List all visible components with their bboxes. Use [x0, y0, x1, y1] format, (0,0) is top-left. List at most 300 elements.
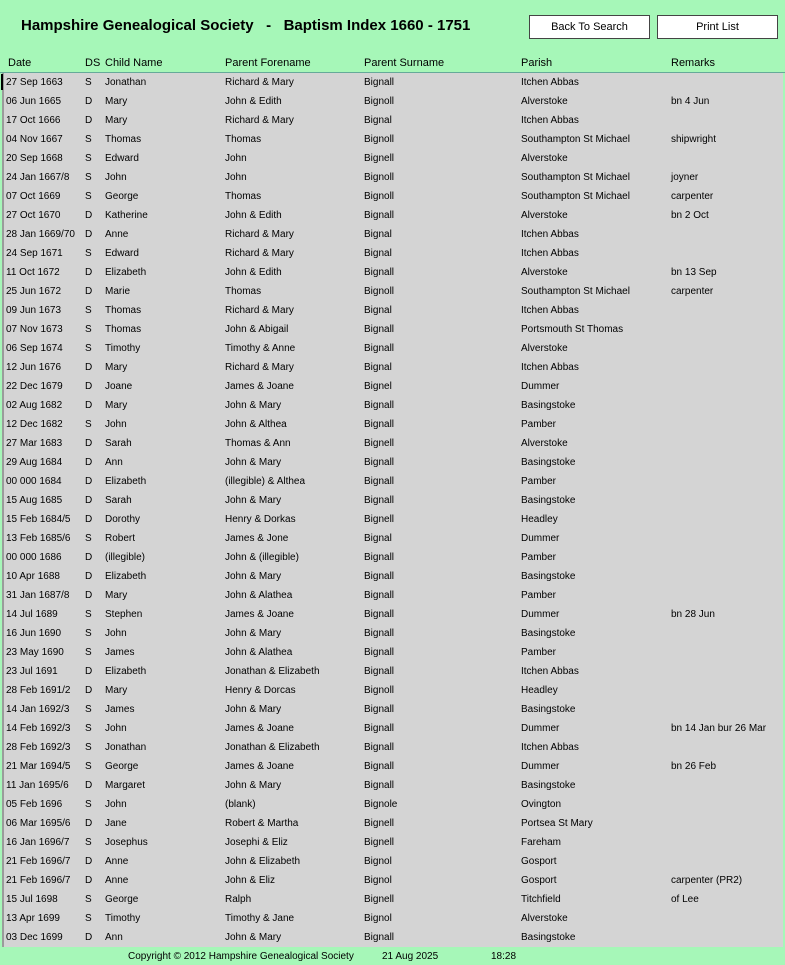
table-row[interactable]	[2, 567, 783, 586]
row-parent-forename: Ralph	[225, 894, 252, 905]
row-parent-forename: Henry & Dorkas	[225, 514, 296, 525]
row-ds: D	[85, 96, 93, 107]
row-parent-forename: Thomas	[225, 191, 262, 202]
row-date: 23 May 1690	[6, 647, 64, 658]
table-row[interactable]	[2, 928, 783, 947]
row-parent-surname: Bignoll	[364, 134, 395, 145]
row-ds: S	[85, 647, 92, 658]
row-ds: S	[85, 799, 92, 810]
row-ds: S	[85, 77, 92, 88]
row-parent-surname: Bignoll	[364, 685, 395, 696]
table-row[interactable]	[2, 776, 783, 795]
row-parent-surname: Bignall	[364, 571, 395, 582]
row-parish: Southampton St Michael	[521, 286, 630, 297]
row-parent-surname: Bignell	[364, 514, 395, 525]
row-parish: Pamber	[521, 590, 557, 601]
row-child-name: Sarah	[105, 495, 132, 506]
row-child-name: Anne	[105, 229, 129, 240]
row-parent-forename: John & Mary	[225, 628, 282, 639]
row-date: 21 Mar 1694/5	[6, 761, 71, 772]
row-ds: D	[85, 267, 93, 278]
row-parent-surname: Bignal	[364, 248, 392, 259]
row-date: 13 Apr 1699	[6, 913, 60, 924]
row-parent-forename: Thomas & Ann	[225, 438, 291, 449]
row-ds: S	[85, 134, 92, 145]
row-date: 27 Oct 1670	[6, 210, 61, 221]
row-parent-surname: Bignol	[364, 856, 392, 867]
row-child-name: Edward	[105, 153, 139, 164]
row-date: 17 Oct 1666	[6, 115, 61, 126]
row-child-name: Thomas	[105, 324, 142, 335]
row-date: 00 000 1684	[6, 476, 62, 487]
table-row[interactable]	[2, 358, 783, 377]
row-date: 16 Jun 1690	[6, 628, 62, 639]
row-remarks: of Lee	[671, 894, 699, 905]
table-row[interactable]	[2, 681, 783, 700]
table-row[interactable]	[2, 852, 783, 871]
row-date: 28 Jan 1669/70	[6, 229, 75, 240]
row-parish: Alverstoke	[521, 210, 568, 221]
table-row[interactable]	[2, 624, 783, 643]
row-parent-forename: Richard & Mary	[225, 305, 294, 316]
row-child-name: Dorothy	[105, 514, 141, 525]
row-child-name: Elizabeth	[105, 267, 147, 278]
table-row[interactable]	[2, 396, 783, 415]
row-date: 27 Mar 1683	[6, 438, 63, 449]
row-date: 04 Nov 1667	[6, 134, 63, 145]
row-parent-forename: James & Joane	[225, 381, 294, 392]
table-row[interactable]	[2, 491, 783, 510]
row-ds: D	[85, 210, 93, 221]
row-child-name: Margaret	[105, 780, 146, 791]
row-parent-forename: (illegible) & Althea	[225, 476, 306, 487]
row-date: 15 Aug 1685	[6, 495, 63, 506]
row-date: 06 Jun 1665	[6, 96, 62, 107]
row-ds: S	[85, 153, 92, 164]
row-child-name: George	[105, 761, 139, 772]
table-row[interactable]	[2, 339, 783, 358]
row-parent-forename: John & Alathea	[225, 647, 293, 658]
row-parent-surname: Bignall	[364, 77, 395, 88]
row-parent-surname: Bignol	[364, 913, 392, 924]
row-parish: Alverstoke	[521, 343, 568, 354]
row-parish: Portsea St Mary	[521, 818, 593, 829]
row-parish: Basingstoke	[521, 457, 576, 468]
table-row[interactable]	[2, 377, 783, 396]
row-parent-forename: Timothy & Jane	[225, 913, 295, 924]
row-ds: D	[85, 932, 93, 943]
print-list-button[interactable]: Print List	[657, 15, 778, 39]
row-ds: D	[85, 552, 93, 563]
row-parent-forename: John & Mary	[225, 932, 282, 943]
row-ds: S	[85, 742, 92, 753]
column-header-child-name: Child Name	[105, 57, 163, 69]
row-date: 07 Oct 1669	[6, 191, 61, 202]
row-parish: Dummer	[521, 533, 560, 544]
row-child-name: Elizabeth	[105, 571, 147, 582]
row-parent-surname: Bignall	[364, 324, 395, 335]
row-parent-forename: Richard & Mary	[225, 77, 294, 88]
table-row[interactable]	[2, 472, 783, 491]
row-parent-forename: John & Mary	[225, 571, 282, 582]
table-row[interactable]	[2, 73, 783, 92]
row-parent-forename: John & Mary	[225, 457, 282, 468]
table-row[interactable]	[2, 206, 783, 225]
row-date: 21 Feb 1696/7	[6, 856, 71, 867]
row-parent-forename: Thomas	[225, 286, 262, 297]
row-parent-surname: Bignall	[364, 343, 395, 354]
row-parent-forename: Robert & Martha	[225, 818, 299, 829]
table-row[interactable]	[2, 225, 783, 244]
row-child-name: John	[105, 419, 127, 430]
row-parent-surname: Bignal	[364, 305, 392, 316]
row-child-name: Elizabeth	[105, 476, 147, 487]
row-ds: D	[85, 229, 93, 240]
row-parent-surname: Bignall	[364, 932, 395, 943]
table-row[interactable]	[2, 662, 783, 681]
row-ds: S	[85, 248, 92, 259]
table-row[interactable]	[2, 263, 783, 282]
row-parish: Headley	[521, 685, 558, 696]
row-parent-forename: John	[225, 172, 247, 183]
table-row[interactable]	[2, 643, 783, 662]
row-parent-forename: John & (illegible)	[225, 552, 299, 563]
row-ds: D	[85, 590, 93, 601]
column-header-remarks: Remarks	[671, 57, 716, 69]
row-parent-surname: Bignall	[364, 495, 395, 506]
row-ds: D	[85, 362, 93, 373]
row-parent-forename: John & Edith	[225, 267, 282, 278]
row-parent-forename: Timothy & Anne	[225, 343, 296, 354]
table-row[interactable]	[2, 510, 783, 529]
row-date: 10 Apr 1688	[6, 571, 60, 582]
table-row[interactable]	[2, 757, 783, 776]
row-parish: Pamber	[521, 419, 557, 430]
row-date: 07 Nov 1673	[6, 324, 63, 335]
row-parish: Basingstoke	[521, 400, 576, 411]
row-parent-surname: Bignall	[364, 647, 395, 658]
row-child-name: Mary	[105, 400, 128, 411]
text-cursor	[1, 74, 3, 90]
table-row[interactable]	[2, 738, 783, 757]
row-child-name: Thomas	[105, 305, 142, 316]
row-parish: Alverstoke	[521, 267, 568, 278]
row-parish: Itchen Abbas	[521, 248, 579, 259]
row-child-name: Jonathan	[105, 77, 147, 88]
row-ds: S	[85, 172, 92, 183]
row-parent-surname: Bignall	[364, 780, 395, 791]
row-date: 03 Dec 1699	[6, 932, 63, 943]
row-child-name: Mary	[105, 590, 128, 601]
row-parish: Southampton St Michael	[521, 191, 630, 202]
row-child-name: Ann	[105, 457, 123, 468]
row-parent-forename: Jonathan & Elizabeth	[225, 666, 320, 677]
table-row[interactable]	[2, 244, 783, 263]
back-to-search-button[interactable]: Back To Search	[529, 15, 650, 39]
row-ds: S	[85, 419, 92, 430]
row-child-name: Katherine	[105, 210, 148, 221]
row-child-name: George	[105, 191, 139, 202]
table-row[interactable]	[2, 814, 783, 833]
row-parent-forename: Richard & Mary	[225, 229, 294, 240]
row-parish: Titchfield	[521, 894, 561, 905]
row-child-name: Elizabeth	[105, 666, 147, 677]
row-child-name: John	[105, 172, 127, 183]
row-child-name: John	[105, 628, 127, 639]
row-child-name: Mary	[105, 96, 128, 107]
row-remarks: carpenter	[671, 286, 714, 297]
row-date: 29 Aug 1684	[6, 457, 63, 468]
row-parish: Gosport	[521, 856, 557, 867]
row-parish: Basingstoke	[521, 704, 576, 715]
row-parent-surname: Bignall	[364, 400, 395, 411]
row-ds: D	[85, 400, 93, 411]
row-date: 14 Jul 1689	[6, 609, 58, 620]
row-parent-forename: James & Joane	[225, 609, 294, 620]
row-date: 12 Jun 1676	[6, 362, 62, 373]
table-row[interactable]	[2, 187, 783, 206]
row-child-name: Anne	[105, 875, 129, 886]
header	[0, 0, 785, 52]
row-parent-forename: Jonathan & Elizabeth	[225, 742, 320, 753]
row-remarks: bn 13 Sep	[671, 267, 717, 278]
row-remarks: bn 26 Feb	[671, 761, 717, 772]
row-parent-forename: Josephi & Eliz	[225, 837, 288, 848]
row-ds: D	[85, 457, 93, 468]
row-parish: Fareham	[521, 837, 562, 848]
table-row[interactable]	[2, 719, 783, 738]
row-ds: S	[85, 305, 92, 316]
row-ds: S	[85, 609, 92, 620]
table-row[interactable]	[2, 605, 783, 624]
row-child-name: Mary	[105, 115, 128, 126]
row-date: 21 Feb 1696/7	[6, 875, 71, 886]
table-row[interactable]	[2, 92, 783, 111]
row-child-name: Timothy	[105, 913, 141, 924]
table-row[interactable]	[2, 833, 783, 852]
row-parent-forename: John & Eliz	[225, 875, 276, 886]
table-row[interactable]	[2, 529, 783, 548]
row-parent-surname: Bignoll	[364, 286, 395, 297]
row-date: 13 Feb 1685/6	[6, 533, 71, 544]
row-parish: Basingstoke	[521, 628, 576, 639]
row-date: 28 Feb 1691/2	[6, 685, 71, 696]
row-date: 27 Sep 1663	[6, 77, 63, 88]
row-parent-forename: John & Althea	[225, 419, 287, 430]
row-remarks: carpenter (PR2)	[671, 875, 743, 886]
row-child-name: James	[105, 704, 135, 715]
row-child-name: John	[105, 723, 127, 734]
row-date: 25 Jun 1672	[6, 286, 62, 297]
row-parent-surname: Bignal	[364, 533, 392, 544]
row-parent-forename: John & Abigail	[225, 324, 289, 335]
row-date: 23 Jul 1691	[6, 666, 58, 677]
row-parent-forename: John & Mary	[225, 495, 282, 506]
row-parish: Basingstoke	[521, 932, 576, 943]
row-ds: S	[85, 761, 92, 772]
row-parish: Alverstoke	[521, 913, 568, 924]
row-child-name: Edward	[105, 248, 139, 259]
row-ds: D	[85, 115, 93, 126]
row-parish: Pamber	[521, 552, 557, 563]
row-parent-surname: Bignall	[364, 742, 395, 753]
table-row[interactable]	[2, 453, 783, 472]
table-row[interactable]	[2, 282, 783, 301]
row-child-name: George	[105, 894, 139, 905]
row-date: 02 Aug 1682	[6, 400, 63, 411]
row-parish: Dummer	[521, 761, 560, 772]
row-parent-forename: John & Mary	[225, 704, 282, 715]
row-remarks: bn 14 Jan bur 26 Mar	[671, 723, 767, 734]
row-parent-forename: James & Joane	[225, 723, 294, 734]
row-parent-surname: Bignall	[364, 419, 395, 430]
row-date: 22 Dec 1679	[6, 381, 63, 392]
row-parent-forename: John & Edith	[225, 210, 282, 221]
row-parent-forename: Richard & Mary	[225, 248, 294, 259]
row-ds: S	[85, 533, 92, 544]
row-date: 00 000 1686	[6, 552, 62, 563]
row-date: 12 Dec 1682	[6, 419, 63, 430]
row-parish: Itchen Abbas	[521, 229, 579, 240]
row-parent-forename: Richard & Mary	[225, 115, 294, 126]
row-parent-forename: John & Mary	[225, 780, 282, 791]
row-child-name: John	[105, 799, 127, 810]
column-header-date: Date	[8, 57, 32, 69]
table-row[interactable]	[2, 415, 783, 434]
row-date: 14 Jan 1692/3	[6, 704, 70, 715]
row-parish: Dummer	[521, 723, 560, 734]
row-parent-surname: Bignol	[364, 875, 392, 886]
row-parent-forename: John & Mary	[225, 400, 282, 411]
table-row[interactable]	[2, 320, 783, 339]
row-parent-surname: Bignell	[364, 153, 395, 164]
column-header-parish: Parish	[521, 57, 553, 69]
row-remarks: shipwright	[671, 134, 717, 145]
copyright-text: Copyright © 2012 Hampshire Genealogical Society	[128, 951, 354, 962]
row-ds: D	[85, 780, 93, 791]
row-parent-forename: James & Jone	[225, 533, 289, 544]
row-date: 16 Jan 1696/7	[6, 837, 70, 848]
row-date: 15 Jul 1698	[6, 894, 58, 905]
row-parent-surname: Bignall	[364, 267, 395, 278]
table-row[interactable]	[2, 871, 783, 890]
row-child-name: Josephus	[105, 837, 148, 848]
row-parent-surname: Bignell	[364, 837, 395, 848]
row-parent-forename: John & Alathea	[225, 590, 293, 601]
row-parent-forename: John & Edith	[225, 96, 282, 107]
row-parent-surname: Bignal	[364, 229, 392, 240]
row-parish: Itchen Abbas	[521, 115, 579, 126]
row-ds: S	[85, 628, 92, 639]
row-date: 06 Sep 1674	[6, 343, 63, 354]
row-child-name: Jane	[105, 818, 127, 829]
row-parish: Basingstoke	[521, 495, 576, 506]
row-ds: S	[85, 894, 92, 905]
table-row[interactable]	[2, 130, 783, 149]
row-parish: Headley	[521, 514, 558, 525]
row-child-name: Stephen	[105, 609, 143, 620]
row-ds: S	[85, 913, 92, 924]
row-parent-surname: Bignell	[364, 818, 395, 829]
row-ds: D	[85, 571, 93, 582]
row-parish: Basingstoke	[521, 571, 576, 582]
row-child-name: Mary	[105, 685, 128, 696]
row-parish: Itchen Abbas	[521, 77, 579, 88]
table-row[interactable]	[2, 586, 783, 605]
row-ds: D	[85, 476, 93, 487]
row-date: 11 Oct 1672	[6, 267, 60, 278]
row-ds: D	[85, 438, 93, 449]
row-ds: D	[85, 666, 93, 677]
row-date: 11 Jan 1695/6	[6, 780, 69, 791]
row-date: 05 Feb 1696	[6, 799, 63, 810]
row-parish: Basingstoke	[521, 780, 576, 791]
column-header-parent-forename: Parent Forename	[225, 57, 311, 69]
footer-time: 18:28	[491, 951, 517, 962]
row-parent-surname: Bignoll	[364, 191, 395, 202]
row-date: 06 Mar 1695/6	[6, 818, 71, 829]
table-row[interactable]	[2, 434, 783, 453]
row-child-name: Thomas	[105, 134, 142, 145]
row-parent-forename: James & Joane	[225, 761, 294, 772]
row-parish: Alverstoke	[521, 96, 568, 107]
row-ds: D	[85, 495, 93, 506]
row-parish: Alverstoke	[521, 438, 568, 449]
row-parent-surname: Bignole	[364, 799, 398, 810]
row-date: 24 Sep 1671	[6, 248, 63, 259]
row-parish: Pamber	[521, 647, 557, 658]
row-parent-surname: Bignall	[364, 628, 395, 639]
row-parent-surname: Bignoll	[364, 96, 395, 107]
row-parish: Dummer	[521, 381, 560, 392]
row-parent-surname: Bignall	[364, 666, 395, 677]
row-child-name: Ann	[105, 932, 123, 943]
row-child-name: Marie	[105, 286, 131, 297]
row-parish: Itchen Abbas	[521, 666, 579, 677]
row-parish: Portsmouth St Thomas	[521, 324, 624, 335]
row-ds: D	[85, 381, 93, 392]
table-row[interactable]	[2, 149, 783, 168]
row-parish: Itchen Abbas	[521, 362, 579, 373]
footer	[0, 947, 785, 965]
table-row[interactable]	[2, 111, 783, 130]
row-parent-surname: Bignall	[364, 457, 395, 468]
baptism-list[interactable]	[2, 73, 783, 947]
row-ds: S	[85, 343, 92, 354]
table-row[interactable]	[2, 909, 783, 928]
table-row[interactable]	[2, 890, 783, 909]
row-parish: Southampton St Michael	[521, 172, 630, 183]
row-date: 09 Jun 1673	[6, 305, 62, 316]
row-parent-forename: Henry & Dorcas	[225, 685, 296, 696]
column-headers	[0, 52, 785, 73]
table-row[interactable]	[2, 795, 783, 814]
table-row[interactable]	[2, 168, 783, 187]
row-remarks: bn 2 Oct	[671, 210, 709, 221]
row-date: 14 Feb 1692/3	[6, 723, 71, 734]
table-row[interactable]	[2, 548, 783, 567]
row-date: 28 Feb 1692/3	[6, 742, 71, 753]
page-title: Hampshire Genealogical Society - Baptism Index 1660 - 1751	[21, 17, 471, 34]
column-header-ds: DS	[85, 57, 101, 69]
row-parent-forename: Thomas	[225, 134, 262, 145]
row-parish: Alverstoke	[521, 153, 568, 164]
row-ds: S	[85, 837, 92, 848]
row-parish: Itchen Abbas	[521, 742, 579, 753]
table-row[interactable]	[2, 301, 783, 320]
table-row[interactable]	[2, 700, 783, 719]
row-parent-surname: Bignall	[364, 476, 395, 487]
